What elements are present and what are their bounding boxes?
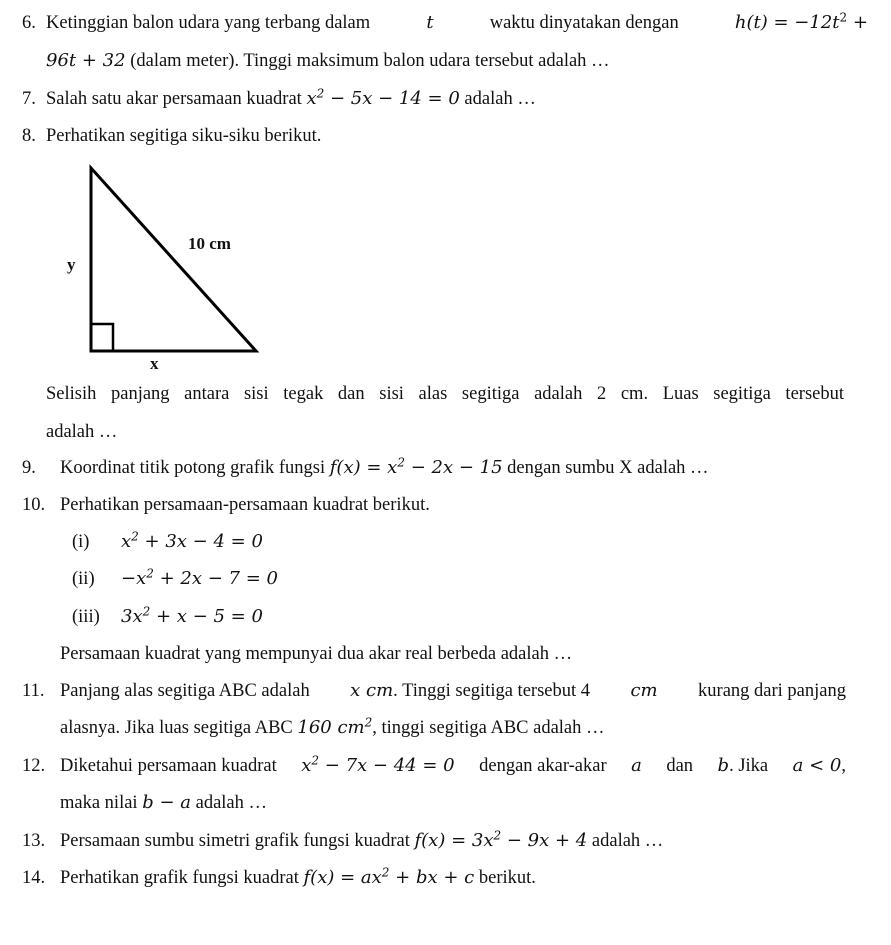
formula: $f(x) = 3x^2 - 9x + 4$ [414,828,588,851]
question-8-text-cont: adalah … [46,422,118,442]
item-label: (ii) [72,569,95,589]
question-8-text: Selisih panjang antara sisi tegak dan sisi alas segitiga adalah 2 cm. Luas segitiga tersebut [46,384,844,404]
question-number: 12. [22,756,46,776]
base-label-x: x [150,354,159,373]
question-text: Diketahui persamaan kuadrat $x^2 - 7x - 44 = 0$ dengan akar-akar a dan b. Jika a < 0, [60,753,846,776]
question-number: 14. [22,868,46,888]
formula: $-x^2 + 2x - 7 = 0$ [121,566,278,589]
question-text: Panjang alas segitiga ABC adalah x cm. Tinggi segitiga tersebut 4 cm kurang dari panjang [60,680,846,701]
formula: 96t + 32 [46,50,126,71]
question-number: 9. [22,458,36,478]
formula: $f(x) = ax^2$ + bx + c [303,865,475,888]
question-number: 7. [22,89,36,109]
side-label-y: y [67,255,76,274]
question-text: Perhatikan grafik fungsi kuadrat $f(x) = ax^2$ + bx + c berikut. [60,865,536,888]
question-number: 13. [22,831,46,851]
question-number: 6. [22,13,36,33]
formula: 160 $cm^2$ [297,715,373,738]
formula: $x^2 - 7x - 44 = 0$ [301,753,455,776]
formula: $h(t) = -12t^2$ + [734,10,868,33]
item-label: (iii) [72,607,100,627]
question-10-text: Persamaan kuadrat yang mempunyai dua akar real berbeda adalah … [60,644,573,664]
question-text: Perhatikan segitiga siku-siku berikut. [46,126,322,146]
question-number: 8. [22,126,36,146]
triangle-shape [91,168,256,351]
question-6-line2: 96t + 32 (dalam meter). Tinggi maksimum balon udara tersebut adalah … [46,50,610,71]
question-number: 10. [22,495,46,515]
hypotenuse-label: 10 cm [188,234,231,253]
question-text: Perhatikan persamaan-persamaan kuadrat berikut. [60,495,430,515]
formula: $x^2 - 5x - 14 = 0$ [306,86,460,109]
right-angle-marker [91,324,113,351]
question-text: Koordinat titik potong grafik fungsi $f(x) = x^2 - 2x - 15$ dengan sumbu X adalah … [60,455,709,478]
question-11-line2: alasnya. Jika luas segitiga ABC 160 $cm^2$, tinggi segitiga ABC adalah … [60,715,605,738]
question-text: Ketinggian balon udara yang terbang dalam t waktu dinyatakan dengan $h(t) = -12t^2$ + [46,10,868,33]
question-12-line2: maka nilai b − a adalah … [60,792,268,813]
formula: $3x^2 + x - 5 = 0$ [121,604,263,627]
formula: $x^2 + 3x - 4 = 0$ [121,529,263,552]
item-label: (i) [72,532,90,552]
question-text: Persamaan sumbu simetri grafik fungsi kuadrat $f(x) = 3x^2 - 9x + 4$ adalah … [60,828,664,851]
question-number: 11. [22,681,45,701]
question-text: Salah satu akar persamaan kuadrat $x^2 - 5x - 14 = 0$ adalah … [46,86,536,109]
formula: $f(x) = x^2 - 2x - 15$ [329,455,503,478]
